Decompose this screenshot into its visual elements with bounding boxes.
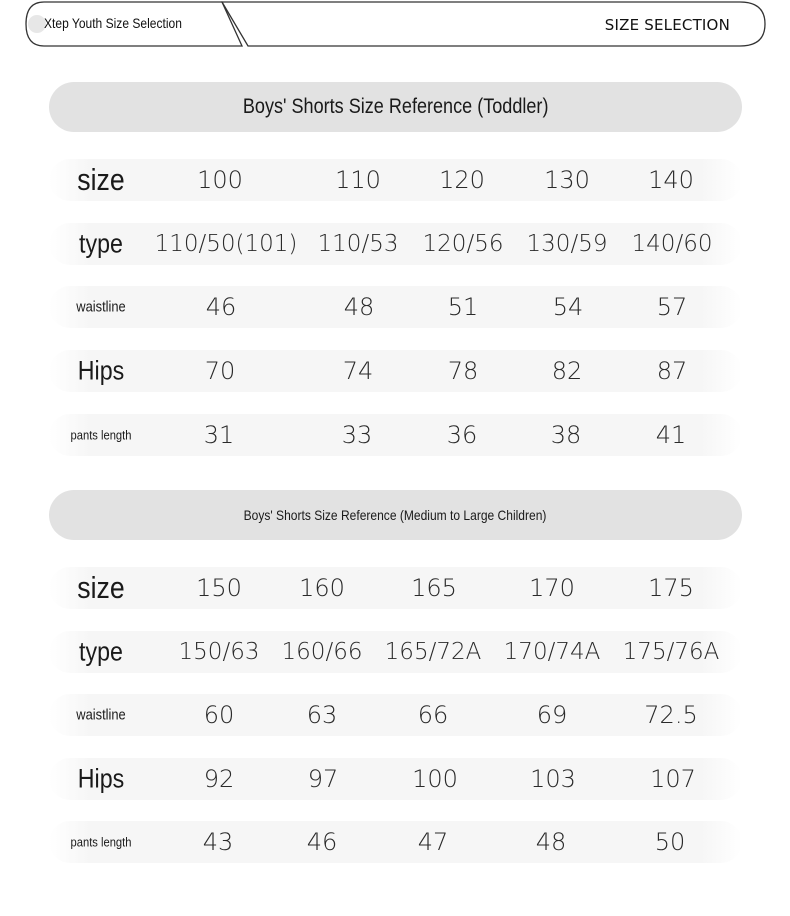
table-row-hips — [49, 350, 742, 392]
table-cell: 50 — [654, 828, 686, 856]
table-cell: 46 — [205, 293, 237, 321]
table-row-type — [49, 223, 742, 265]
row-label: waistline — [76, 298, 126, 316]
row-label: Hips — [77, 763, 125, 794]
row-label: type — [79, 636, 123, 667]
table-cell: 69 — [536, 701, 568, 729]
table-cell: 31 — [203, 421, 235, 449]
table-row-size — [49, 159, 742, 201]
table-cell: 150/63 — [178, 639, 260, 665]
table-cell: 54 — [552, 293, 584, 321]
tab-youth-size-selection[interactable]: Xtep Youth Size Selection — [44, 15, 182, 31]
table-cell: 36 — [446, 421, 478, 449]
table-cell: 82 — [551, 357, 583, 385]
tab-size-selection[interactable]: SIZE SELECTION — [604, 16, 730, 34]
table-cell: 48 — [343, 293, 375, 321]
table-cell: 46 — [306, 828, 338, 856]
table-cell: 175/76A — [622, 639, 720, 665]
section-title-toddler — [49, 82, 742, 132]
table-cell: 97 — [307, 765, 339, 793]
table-cell: 72.5 — [644, 701, 698, 729]
table-cell: 38 — [550, 421, 582, 449]
table-cell: 70 — [204, 357, 236, 385]
table-row-type — [49, 631, 742, 673]
table-cell: 175 — [648, 574, 694, 602]
table-cell: 33 — [341, 421, 373, 449]
row-label: size — [77, 570, 125, 605]
table-cell: 165/72A — [384, 639, 482, 665]
section-title-text: Boys' Shorts Size Reference (Toddler) — [242, 95, 549, 118]
table-cell: 110/53 — [317, 231, 399, 257]
table-cell: 63 — [306, 701, 338, 729]
row-label: pants length — [70, 834, 132, 850]
row-label: pants length — [70, 427, 132, 443]
table-cell: 130 — [544, 166, 590, 194]
row-label: type — [79, 228, 123, 259]
table-cell: 87 — [656, 357, 688, 385]
table-row-size — [49, 567, 742, 609]
section-title-text: Boys' Shorts Size Reference (Medium to Large Children) — [244, 507, 547, 523]
table-cell: 43 — [202, 828, 234, 856]
table-row-waistline — [49, 286, 742, 328]
table-cell: 57 — [656, 293, 688, 321]
table-cell: 48 — [535, 828, 567, 856]
table-cell: 51 — [447, 293, 479, 321]
table-row-hips — [49, 758, 742, 800]
table-cell: 150 — [196, 574, 242, 602]
table-cell: 60 — [203, 701, 235, 729]
table-row-waistline — [49, 694, 742, 736]
table-cell: 140 — [648, 166, 694, 194]
table-cell: 100 — [197, 166, 243, 194]
table-row-pants-length — [49, 414, 742, 456]
table-cell: 103 — [530, 765, 576, 793]
table-cell: 100 — [412, 765, 458, 793]
header-tab-bar — [0, 0, 790, 56]
row-label: Hips — [77, 355, 125, 386]
row-label: size — [77, 162, 125, 197]
table-cell: 74 — [342, 357, 374, 385]
table-cell: 47 — [417, 828, 449, 856]
table-cell: 170 — [529, 574, 575, 602]
table-cell: 130/59 — [526, 231, 608, 257]
table-cell: 110 — [335, 166, 381, 194]
table-cell: 66 — [417, 701, 449, 729]
table-cell: 120 — [439, 166, 485, 194]
row-label: waistline — [76, 706, 126, 724]
section-title-medium-large — [49, 490, 742, 540]
table-cell: 140/60 — [631, 231, 713, 257]
table-row-pants-length — [49, 821, 742, 863]
table-cell: 120/56 — [422, 231, 504, 257]
table-cell: 165 — [411, 574, 457, 602]
table-cell: 160/66 — [281, 639, 363, 665]
table-cell: 107 — [650, 765, 696, 793]
table-cell: 110/50(101) — [154, 231, 298, 257]
table-cell: 92 — [203, 765, 235, 793]
table-cell: 160 — [299, 574, 345, 602]
table-cell: 78 — [447, 357, 479, 385]
table-cell: 170/74A — [503, 639, 601, 665]
table-cell: 41 — [655, 421, 687, 449]
